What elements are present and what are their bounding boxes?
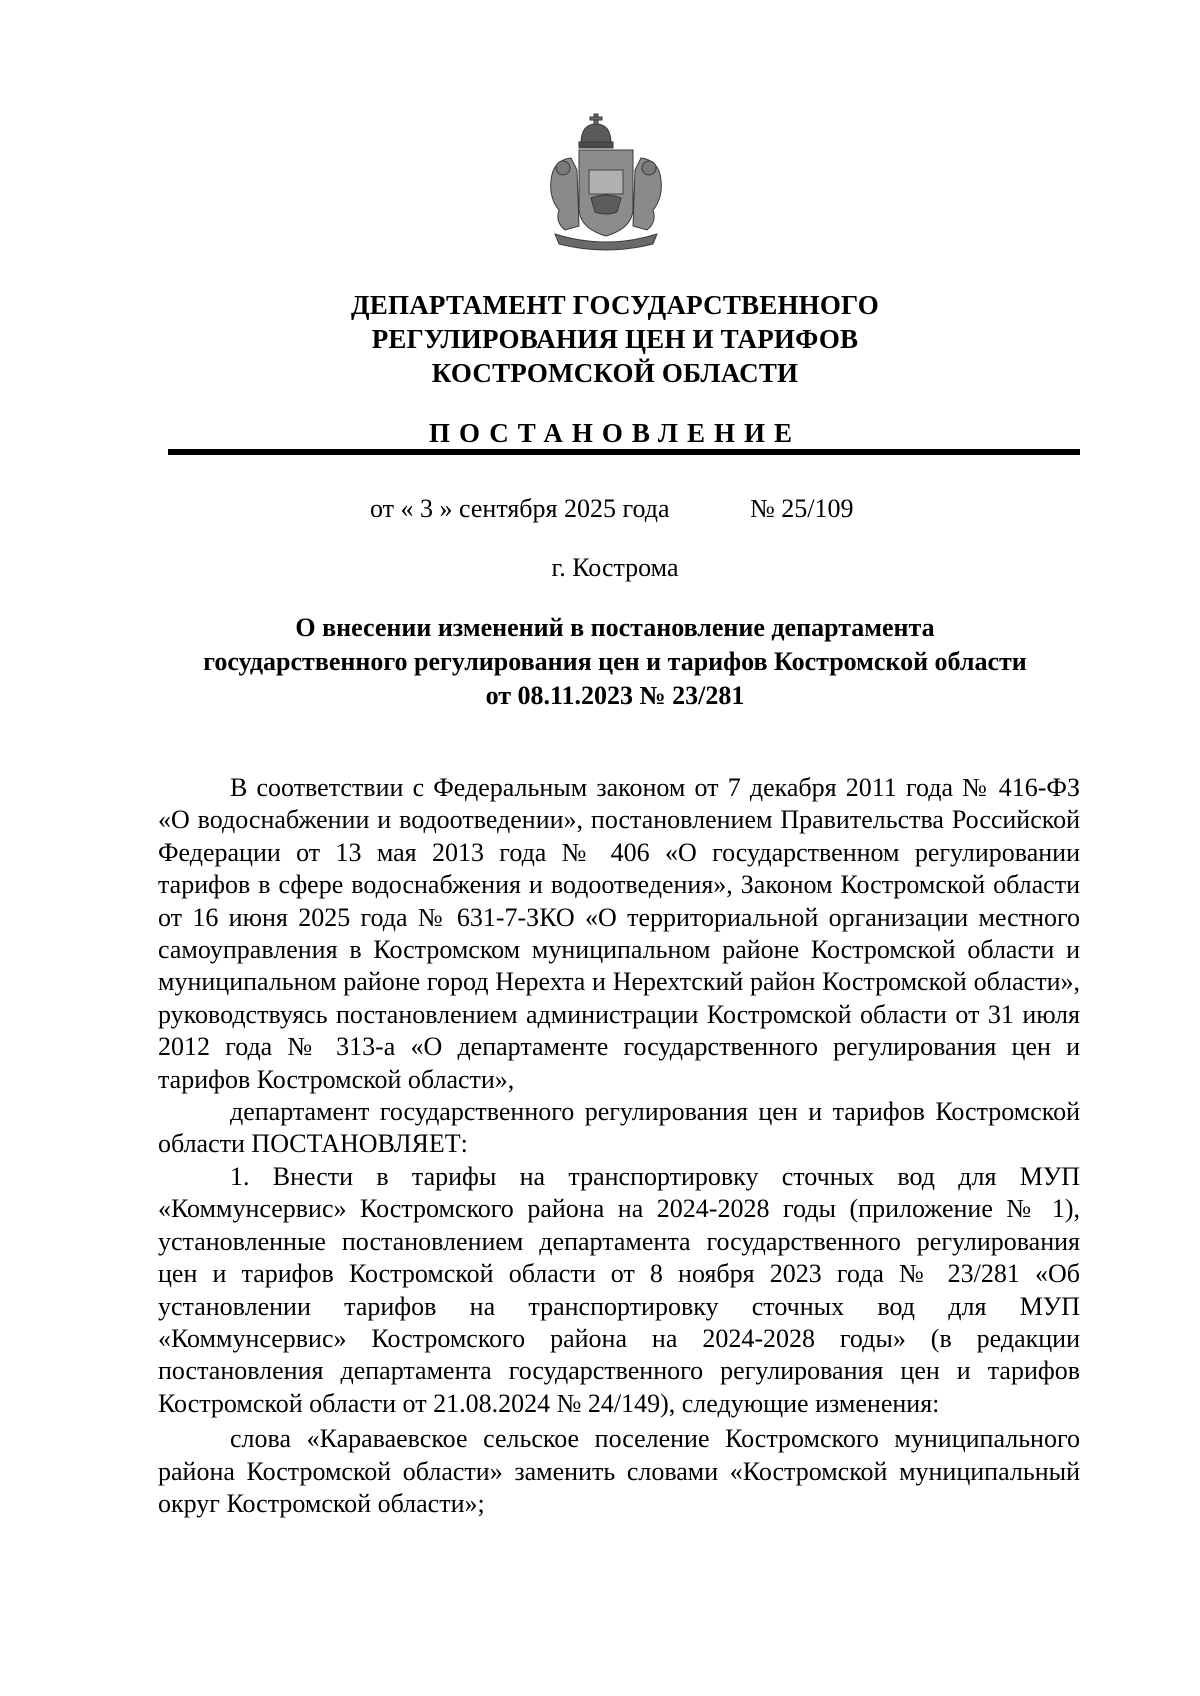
document-date: от « 3 » сентября 2025 года: [370, 494, 670, 523]
organization-name: [0, 288, 1200, 390]
coat-of-arms-icon: [541, 110, 671, 255]
subject-line-3: от 08.11.2023 № 23/281: [485, 681, 745, 710]
document-number: № 25/109: [750, 494, 854, 523]
resolution-paragraph: департамент государственного регулирования цен и тарифов Костромской области ПОСТАНОВЛЯЕТ:: [158, 1097, 1080, 1159]
document-city: г. Кострома: [551, 553, 679, 582]
document-body: [158, 772, 1080, 1520]
org-line-2: РЕГУЛИРОВАНИЯ ЦЕН И ТАРИФОВ: [371, 324, 859, 354]
document-subject: [150, 611, 1080, 713]
subject-line-2: государственного регулирования цен и тарифов Костромской области: [203, 647, 1027, 676]
subject-line-1: О внесении изменений в постановление департамента: [295, 613, 935, 642]
header-rule: [168, 449, 1080, 455]
org-line-3: КОСТРОМСКОЙ ОБЛАСТИ: [431, 358, 799, 388]
replacement-paragraph: слова «Караваевское сельское поселение Костромского муниципального района Костромской области» заменить словами «Костромской муниципальный округ Костромской области»;: [158, 1424, 1080, 1518]
document-type: ПОСТАНОВЛЕНИЕ: [428, 418, 802, 448]
preamble-paragraph: В соответствии с Федеральным законом от 7 декабря 2011 года № 416-ФЗ «О водоснабжении и водоотведении», постановлением Правительства Российской Федерации от 13 мая 2013 года № 406 «О государственном регулировании тарифов в сфере водоснабжения и водоотведения», Законом Костромской области от 16 июня 2025 года № 631-7-ЗКО «О территориальной организации местного самоуправления в Костромском муниципальном районе Костромской области и муниципальном районе город Нерехта и Нерехтский район Костромской области», руководствуясь постановлением администрации Костромской области от 31 июля 2012 года № 313-а «О департаменте государственного регулирования цен и тарифов Костромской области»,: [158, 773, 1080, 1094]
org-line-1: ДЕПАРТАМЕНТ ГОСУДАРСТВЕННОГО: [351, 290, 879, 320]
clause-1-paragraph: 1. Внести в тарифы на транспортировку сточных вод для МУП «Коммунсервис» Костромского района на 2024-2028 годы (приложение № 1), установленные постановлением департамента государственного регулирования цен и тарифов Костромской области от 8 ноября 2023 года № 23/281 «Об установлении тарифов на транспортировку сточных вод для МУП «Коммунсервис» Костромского района на 2024-2028 годы» (в редакции постановления департамента государственного регулирования цен и тарифов Костромской области от 21.08.2024 № 24/149), следующие изменения:: [158, 1161, 1080, 1418]
